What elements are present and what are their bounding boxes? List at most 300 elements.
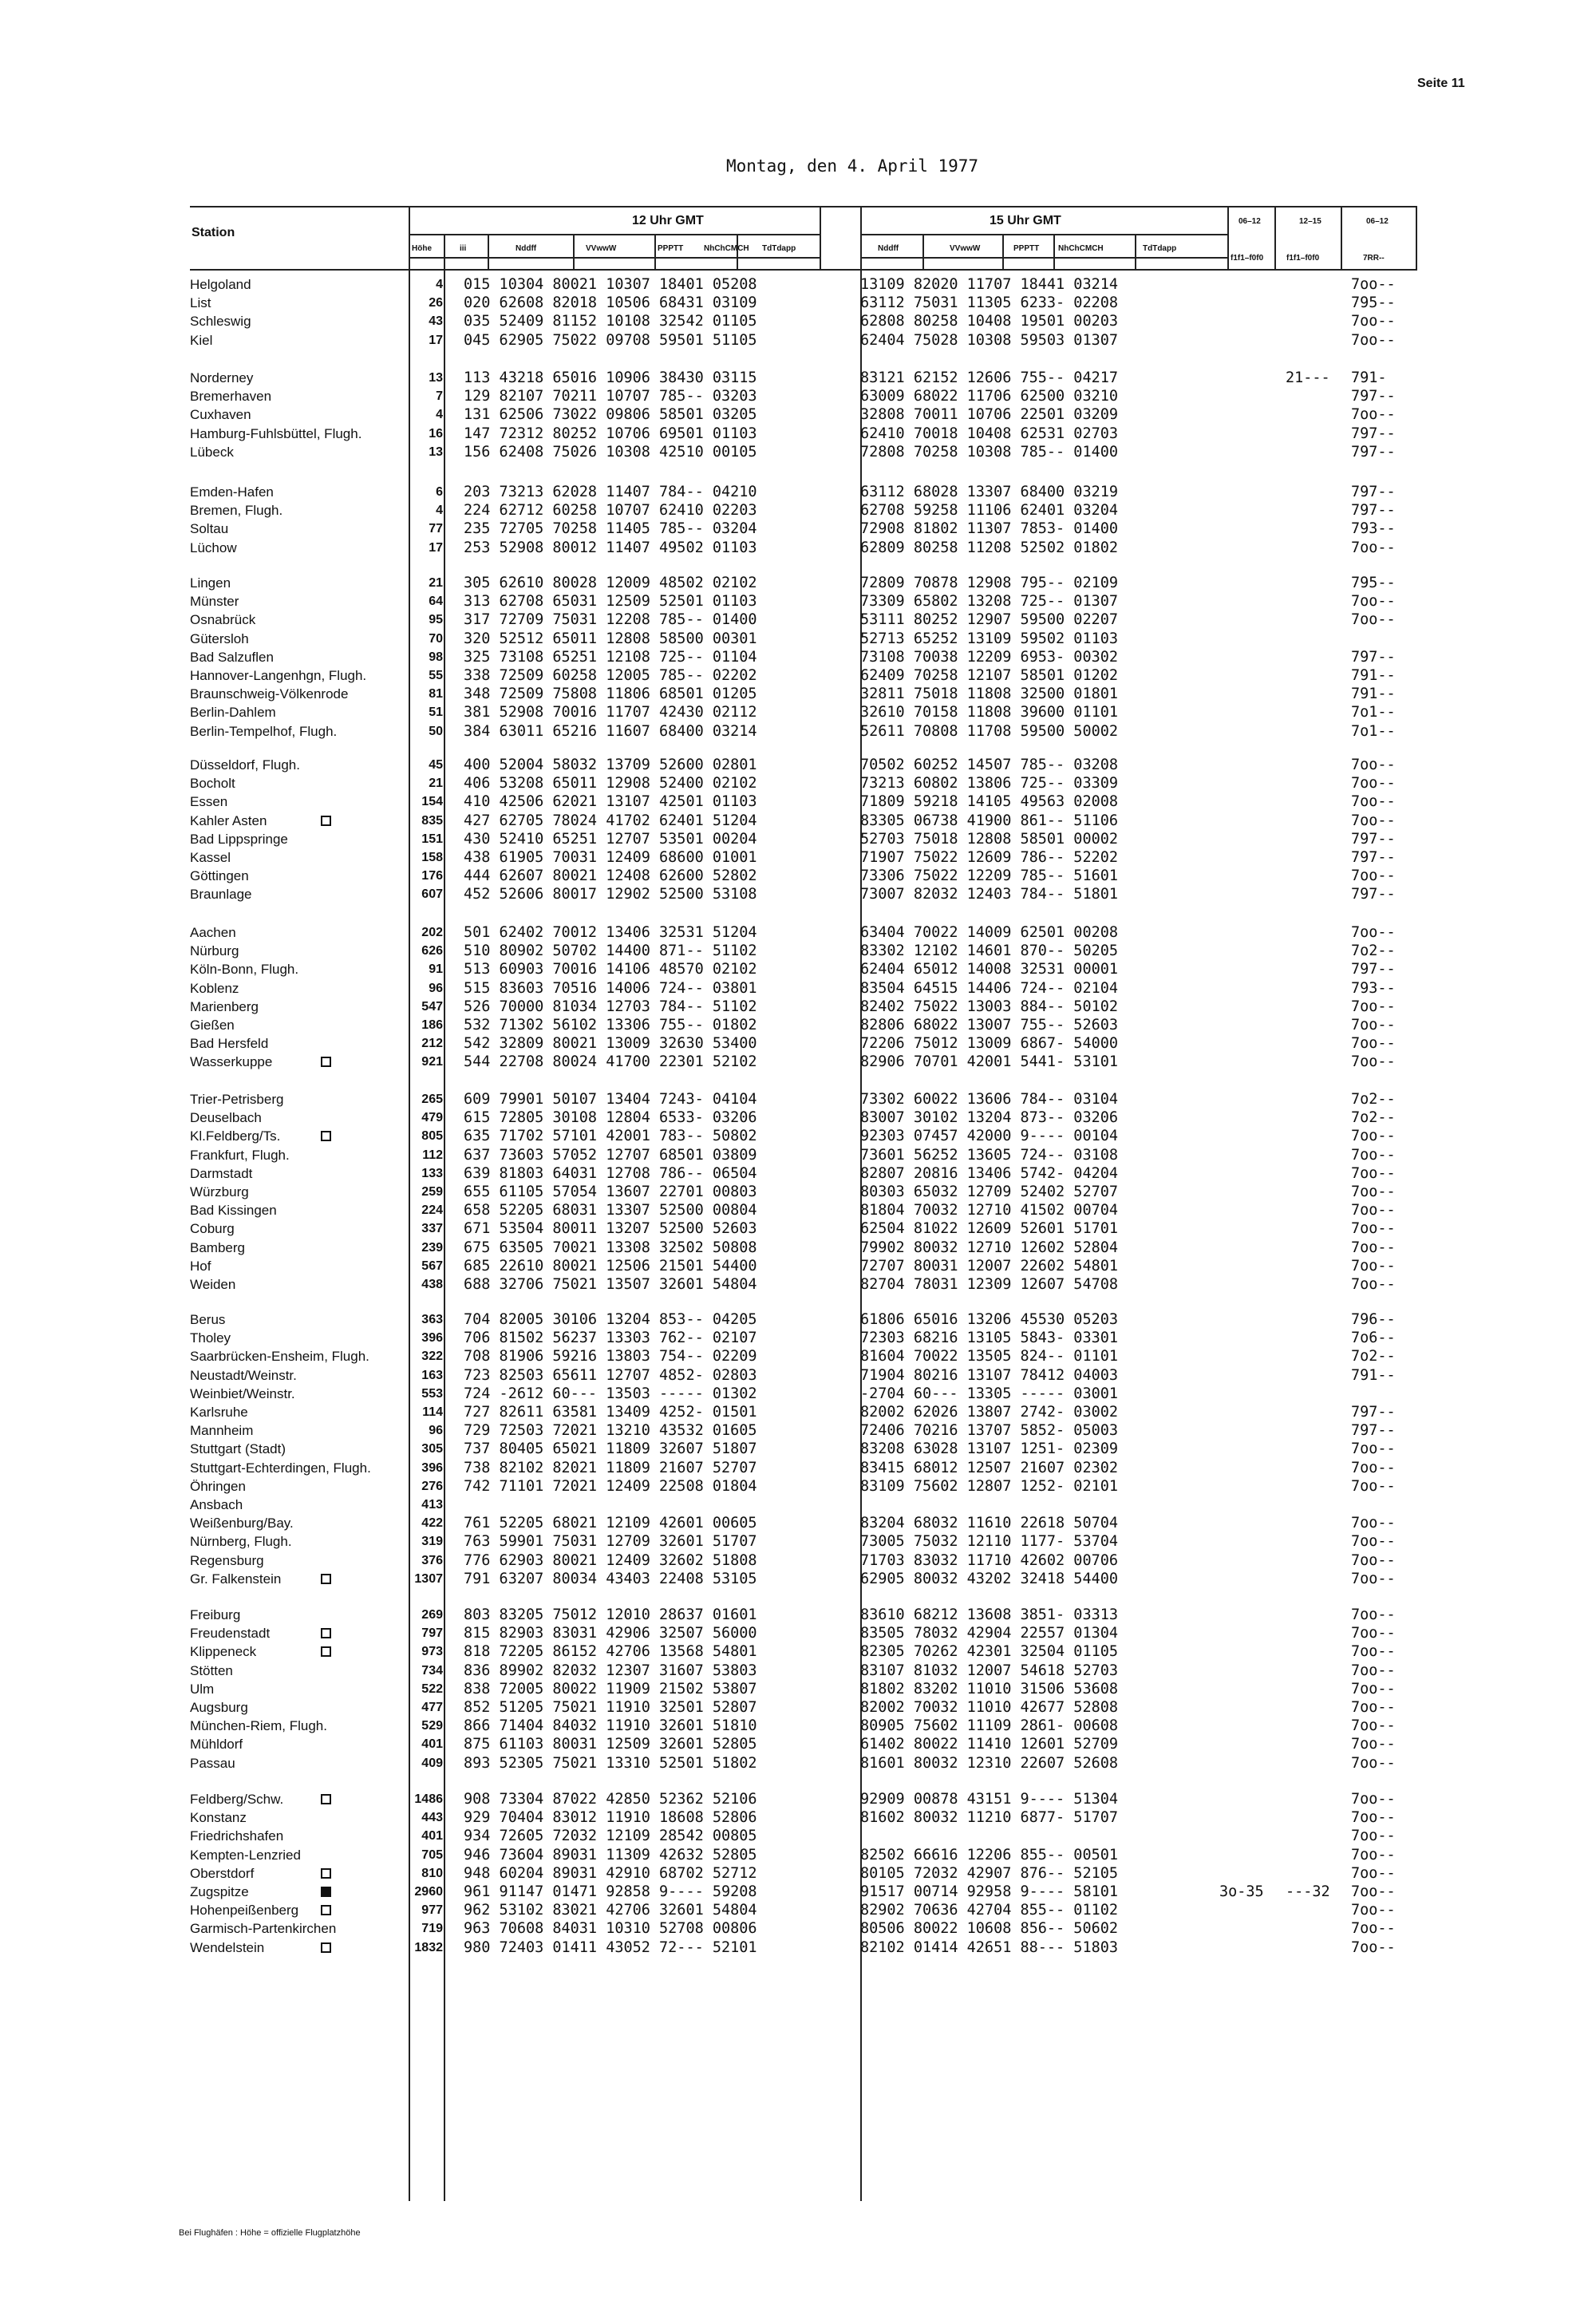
station-name: Weißenburg/Bay. bbox=[190, 1516, 294, 1531]
obs-15-utc: 62809 80258 11208 52502 01802 bbox=[860, 539, 1119, 556]
header-15-nhch: NhChCMCH bbox=[1058, 244, 1104, 253]
extra-7rr: 7oo-- bbox=[1351, 924, 1396, 941]
station-name: Karlsruhe bbox=[190, 1405, 248, 1420]
obs-12-utc: 320 52512 65011 12808 58500 00301 bbox=[464, 630, 757, 647]
extra-7rr: 7o1-- bbox=[1351, 704, 1396, 721]
station-height: 21 bbox=[429, 777, 443, 791]
rule-15-right bbox=[1227, 206, 1229, 269]
extra-7rr: 7oo-- bbox=[1351, 1164, 1396, 1182]
obs-15-utc: 81602 80032 11210 6877- 51707 bbox=[860, 1809, 1119, 1827]
station-height: 98 bbox=[429, 650, 443, 664]
extra-7rr: 7oo-- bbox=[1351, 812, 1396, 829]
obs-15-utc: 83302 12102 14601 870-- 50205 bbox=[860, 943, 1119, 960]
obs-12-utc: 635 71702 57101 42001 783-- 50802 bbox=[464, 1128, 757, 1145]
station-height: 401 bbox=[421, 1829, 443, 1844]
extra-7rr: 7oo-- bbox=[1351, 1809, 1396, 1827]
obs-12-utc: 836 89902 82032 12307 31607 53803 bbox=[464, 1662, 757, 1679]
extra-7rr: 7oo-- bbox=[1351, 331, 1396, 349]
obs-12-utc: 761 52205 68021 12109 42601 00605 bbox=[464, 1515, 757, 1532]
obs-12-utc: 526 70000 81034 12703 784-- 51102 bbox=[464, 998, 757, 1015]
extra-7rr: 797-- bbox=[1351, 830, 1396, 848]
extra-7rr: 7oo-- bbox=[1351, 611, 1396, 629]
rule-extra-b bbox=[1341, 206, 1342, 269]
station-height: 322 bbox=[421, 1350, 443, 1364]
station-height: 977 bbox=[421, 1903, 443, 1918]
extra-7rr: 797-- bbox=[1351, 1404, 1396, 1421]
station-height: 239 bbox=[421, 1240, 443, 1255]
station-name: Düsseldorf, Flugh. bbox=[190, 757, 300, 773]
station-height: 835 bbox=[421, 813, 443, 828]
station-name: Lübeck bbox=[190, 444, 234, 460]
obs-12-utc: 675 63505 70021 13308 32502 50808 bbox=[464, 1239, 757, 1256]
obs-12-utc: 875 61103 80031 12509 32601 52805 bbox=[464, 1736, 757, 1753]
obs-15-utc: 92909 00878 43151 9---- 51304 bbox=[860, 1791, 1119, 1808]
obs-12-utc: 908 73304 87022 42850 52362 52106 bbox=[464, 1791, 757, 1808]
station-name: Berlin-Dahlem bbox=[190, 705, 276, 721]
station-height: 81 bbox=[429, 687, 443, 701]
obs-15-utc: 73007 82032 12403 784-- 51801 bbox=[860, 886, 1119, 903]
rule-extra-a bbox=[1274, 206, 1276, 269]
station-height: 1832 bbox=[414, 1940, 443, 1954]
extra-7rr: 7oo-- bbox=[1351, 1920, 1396, 1938]
station-name: Braunlage bbox=[190, 887, 252, 903]
extra-7rr: 7oo-- bbox=[1351, 1146, 1396, 1164]
header-rule-15 bbox=[860, 234, 1227, 235]
obs-15-utc: 82502 66616 12206 855-- 00501 bbox=[860, 1846, 1119, 1863]
obs-15-utc: 83121 62152 12606 755-- 04217 bbox=[860, 370, 1119, 386]
extra-12-15: ---32 bbox=[1286, 1883, 1330, 1900]
station-height: 154 bbox=[421, 795, 443, 809]
station-name: Cuxhaven bbox=[190, 407, 251, 423]
station-name: Bad Lippspringe bbox=[190, 831, 288, 847]
obs-12-utc: 020 62608 82018 10506 68431 03109 bbox=[464, 294, 757, 312]
obs-12-utc: 776 62903 80021 12409 32602 51808 bbox=[464, 1551, 757, 1569]
extra-7rr: 7oo-- bbox=[1351, 1276, 1396, 1293]
station-name: Frankfurt, Flugh. bbox=[190, 1147, 290, 1163]
extra-7rr: 7oo-- bbox=[1351, 1515, 1396, 1532]
obs-12-utc: 045 62905 75022 09708 59501 51105 bbox=[464, 331, 757, 349]
header-12-tdtd: TdTdapp bbox=[762, 244, 796, 253]
obs-15-utc: 73306 75022 12209 785-- 51601 bbox=[860, 867, 1119, 885]
extra-7rr: 7oo-- bbox=[1351, 1754, 1396, 1772]
extra-7rr: 7oo-- bbox=[1351, 1662, 1396, 1679]
extra-7rr: 791-- bbox=[1351, 667, 1396, 684]
extra-7rr: 7oo-- bbox=[1351, 1017, 1396, 1033]
extra-7rr: 793-- bbox=[1351, 520, 1396, 538]
obs-12-utc: 742 71101 72021 12409 22508 01804 bbox=[464, 1477, 757, 1495]
station-height: 1486 bbox=[414, 1792, 443, 1806]
extra-7rr: 7oo-- bbox=[1351, 1791, 1396, 1808]
obs-12-utc: 738 82102 82021 11809 21607 52707 bbox=[464, 1459, 757, 1476]
station-name: Coburg bbox=[190, 1221, 235, 1237]
obs-12-utc: 410 42506 62021 13107 42501 01103 bbox=[464, 793, 757, 811]
station-name: Gießen bbox=[190, 1018, 235, 1033]
obs-12-utc: 723 82503 65611 12707 4852- 02803 bbox=[464, 1366, 757, 1384]
extra-7rr: 797-- bbox=[1351, 484, 1396, 500]
obs-12-utc: 615 72805 30108 12804 6533- 03206 bbox=[464, 1109, 757, 1127]
station-height: 547 bbox=[421, 999, 443, 1014]
extra-7rr: 795-- bbox=[1351, 294, 1396, 312]
station-height: 553 bbox=[421, 1386, 443, 1401]
obs-12-utc: 724 -2612 60--- 13503 ----- 01302 bbox=[464, 1385, 757, 1402]
station-height: 413 bbox=[421, 1498, 443, 1512]
rule-15-c1 bbox=[922, 234, 924, 269]
obs-15-utc: 82305 70262 42301 32504 01105 bbox=[860, 1643, 1119, 1661]
obs-12-utc: 384 63011 65216 11607 68400 03214 bbox=[464, 722, 757, 740]
extra-7rr: 7oo-- bbox=[1351, 1128, 1396, 1145]
obs-12-utc: 639 81803 64031 12708 786-- 06504 bbox=[464, 1164, 757, 1182]
extra-7rr: 7oo-- bbox=[1351, 757, 1396, 773]
station-name: Zugspitze bbox=[190, 1884, 249, 1899]
station-height: 265 bbox=[421, 1093, 443, 1106]
obs-15-utc: 72206 75012 13009 6867- 54000 bbox=[860, 1035, 1119, 1053]
open-square-marker bbox=[321, 1905, 331, 1915]
obs-12-utc: 706 81502 56237 13303 762-- 02107 bbox=[464, 1330, 757, 1347]
station-height: 567 bbox=[421, 1259, 443, 1273]
extra-12-15: 21--- bbox=[1286, 370, 1330, 386]
rule-15-c3 bbox=[1053, 234, 1055, 269]
station-height: 4 bbox=[436, 504, 443, 518]
station-height: 6 bbox=[436, 485, 443, 499]
station-height: 422 bbox=[421, 1516, 443, 1531]
station-name: Tholey bbox=[190, 1330, 231, 1346]
station-height: 13 bbox=[429, 445, 443, 459]
station-height: 626 bbox=[421, 944, 443, 958]
station-name: Berlin-Tempelhof, Flugh. bbox=[190, 723, 338, 739]
header-rule-12b bbox=[409, 257, 820, 259]
obs-15-utc: 79902 80032 12710 12602 52804 bbox=[860, 1239, 1119, 1256]
extra-7rr: 7oo-- bbox=[1351, 406, 1396, 424]
station-name: Soltau bbox=[190, 521, 229, 537]
station-height: 163 bbox=[421, 1368, 443, 1382]
obs-15-utc: 83505 78032 42904 22557 01304 bbox=[860, 1625, 1119, 1642]
extra-7rr: 7oo-- bbox=[1351, 539, 1396, 556]
obs-15-utc: 83107 81032 12007 54618 52703 bbox=[860, 1662, 1119, 1679]
obs-15-utc: 62404 75028 10308 59503 01307 bbox=[860, 331, 1119, 349]
station-name: Aachen bbox=[190, 925, 236, 940]
header-12-uhr: 12 Uhr GMT bbox=[632, 214, 704, 227]
obs-15-utc: 53111 80252 12907 59500 02207 bbox=[860, 611, 1119, 629]
obs-12-utc: 325 73108 65251 12108 725-- 01104 bbox=[464, 648, 757, 666]
station-name: Kl.Feldberg/Ts. bbox=[190, 1128, 281, 1144]
obs-12-utc: 305 62610 80028 12009 48502 02102 bbox=[464, 575, 757, 591]
obs-15-utc: 83610 68212 13608 3851- 03313 bbox=[860, 1606, 1119, 1623]
extra-7rr: 797-- bbox=[1351, 443, 1396, 460]
extra-7rr: 797-- bbox=[1351, 849, 1396, 866]
extra-7rr: 7oo-- bbox=[1351, 1643, 1396, 1661]
obs-12-utc: 406 53208 65011 12908 52400 02102 bbox=[464, 775, 757, 792]
station-height: 973 bbox=[421, 1645, 443, 1659]
obs-12-utc: 815 82903 83031 42906 32507 56000 bbox=[464, 1625, 757, 1642]
filled-square-marker bbox=[321, 1887, 331, 1897]
obs-15-utc: 83504 64515 14406 724-- 02104 bbox=[860, 979, 1119, 997]
obs-12-utc: 035 52409 81152 10108 32542 01105 bbox=[464, 313, 757, 330]
station-name: Garmisch-Partenkirchen bbox=[190, 1921, 337, 1937]
header-rule-15b bbox=[860, 257, 1227, 259]
station-height: 305 bbox=[421, 1442, 443, 1456]
station-height: 401 bbox=[421, 1737, 443, 1752]
station-name: Darmstadt bbox=[190, 1165, 253, 1181]
obs-12-utc: 513 60903 70016 14106 48570 02102 bbox=[464, 961, 757, 978]
obs-15-utc: 73213 60802 13806 725-- 03309 bbox=[860, 775, 1119, 792]
station-height: 259 bbox=[421, 1185, 443, 1199]
obs-12-utc: 400 52004 58032 13709 52600 02801 bbox=[464, 757, 757, 773]
extra-7rr: 7oo-- bbox=[1351, 1257, 1396, 1275]
station-height: 705 bbox=[421, 1848, 443, 1862]
obs-12-utc: 655 61105 57054 13607 22701 00803 bbox=[464, 1184, 757, 1200]
extra-7rr: 7oo-- bbox=[1351, 1533, 1396, 1551]
extra-7rr: 797-- bbox=[1351, 502, 1396, 520]
obs-15-utc: 82002 70032 11010 42677 52808 bbox=[860, 1699, 1119, 1716]
station-name: List bbox=[190, 295, 211, 311]
station-name: Neustadt/Weinstr. bbox=[190, 1367, 297, 1383]
station-name: Schleswig bbox=[190, 314, 251, 330]
station-name: Saarbrücken-Ensheim, Flugh. bbox=[190, 1349, 369, 1365]
obs-15-utc: 63404 70022 14009 62501 00208 bbox=[860, 924, 1119, 941]
obs-15-utc: 71703 83032 11710 42602 00706 bbox=[860, 1551, 1119, 1569]
station-name: Freudenstadt bbox=[190, 1626, 271, 1642]
extra-7rr: 797-- bbox=[1351, 961, 1396, 978]
station-name: Nürburg bbox=[190, 943, 239, 959]
extra-7rr: 791-- bbox=[1351, 1366, 1396, 1384]
station-height: 91 bbox=[429, 962, 443, 977]
station-name: Hamburg-Fuhlsbüttel, Flugh. bbox=[190, 425, 362, 441]
station-name: Klippeneck bbox=[190, 1644, 257, 1660]
station-height: 921 bbox=[421, 1055, 443, 1069]
extra-7rr: 7oo-- bbox=[1351, 1625, 1396, 1642]
station-height: 176 bbox=[421, 869, 443, 883]
station-height: 45 bbox=[429, 758, 443, 772]
header-extra-bot-3: 7RR-- bbox=[1363, 254, 1385, 263]
station-height: 17 bbox=[429, 540, 443, 555]
station-name: Feldberg/Schw. bbox=[190, 1792, 284, 1807]
station-name: Osnabrück bbox=[190, 612, 256, 628]
obs-15-utc: 62808 80258 10408 19501 00203 bbox=[860, 313, 1119, 330]
obs-15-utc: 83208 63028 13107 1251- 02309 bbox=[860, 1440, 1119, 1458]
obs-12-utc: 381 52908 70016 11707 42430 02112 bbox=[464, 704, 757, 721]
obs-12-utc: 253 52908 80012 11407 49502 01103 bbox=[464, 539, 757, 556]
obs-15-utc: 81604 70022 13505 824-- 01101 bbox=[860, 1348, 1119, 1365]
obs-15-utc: 32610 70158 11808 39600 01101 bbox=[860, 704, 1119, 721]
extra-7rr: 7oo-- bbox=[1351, 1459, 1396, 1476]
station-height: 810 bbox=[421, 1866, 443, 1880]
obs-12-utc: 671 53504 80011 13207 52500 52603 bbox=[464, 1220, 757, 1238]
extra-7rr: 7oo-- bbox=[1351, 1239, 1396, 1256]
obs-15-utc: 72808 70258 10308 785-- 01400 bbox=[860, 443, 1119, 460]
station-name: Bocholt bbox=[190, 776, 235, 792]
obs-12-utc: 129 82107 70211 10707 785-- 03203 bbox=[464, 388, 757, 405]
obs-12-utc: 838 72005 80022 11909 21502 53807 bbox=[464, 1680, 757, 1697]
station-name: Stuttgart-Echterdingen, Flugh. bbox=[190, 1460, 371, 1476]
extra-7rr: 797-- bbox=[1351, 648, 1396, 666]
station-name: Hof bbox=[190, 1258, 211, 1274]
obs-15-utc: 71809 59218 14105 49563 02008 bbox=[860, 793, 1119, 811]
header-12-nhch: NhChCMCH bbox=[704, 244, 749, 253]
obs-15-utc: 61806 65016 13206 45530 05203 bbox=[860, 1311, 1119, 1328]
extra-7rr: 7oo-- bbox=[1351, 1883, 1396, 1900]
station-height: 529 bbox=[421, 1719, 443, 1733]
rule-12-c1 bbox=[488, 234, 489, 269]
obs-12-utc: 444 62607 80021 12408 62600 52802 bbox=[464, 867, 757, 885]
station-name: Friedrichshafen bbox=[190, 1828, 284, 1844]
station-height: 96 bbox=[429, 1424, 443, 1438]
footnote: Bei Flughäfen : Höhe = offizielle Flugplatzhöhe bbox=[179, 2228, 361, 2238]
obs-15-utc: 62905 80032 43202 32418 54400 bbox=[860, 1570, 1119, 1587]
obs-12-utc: 113 43218 65016 10906 38430 03115 bbox=[464, 370, 757, 386]
station-name: Stuttgart (Stadt) bbox=[190, 1441, 286, 1457]
station-height: 70 bbox=[429, 631, 443, 646]
station-height: 13 bbox=[429, 371, 443, 385]
header-extra-top-2: 12–15 bbox=[1299, 217, 1321, 226]
station-height: 443 bbox=[421, 1811, 443, 1825]
obs-15-utc: 72809 70878 12908 795-- 02109 bbox=[860, 575, 1119, 591]
obs-15-utc: 82902 70636 42704 855-- 01102 bbox=[860, 1902, 1119, 1919]
obs-15-utc: 62409 70258 12107 58501 01202 bbox=[860, 667, 1119, 684]
obs-12-utc: 224 62712 60258 10707 62410 02203 bbox=[464, 502, 757, 520]
obs-15-utc: 73601 56252 13605 724-- 03108 bbox=[860, 1146, 1119, 1164]
header-15-nddff: Nddff bbox=[878, 244, 899, 253]
header-bottom-rule bbox=[190, 269, 1417, 271]
obs-15-utc: 32808 70011 10706 22501 03209 bbox=[860, 406, 1119, 424]
open-square-marker bbox=[321, 1868, 331, 1879]
station-height: 77 bbox=[429, 522, 443, 536]
obs-12-utc: 542 32809 80021 13009 32630 53400 bbox=[464, 1035, 757, 1053]
station-name: Münster bbox=[190, 594, 239, 610]
rule-extra-c bbox=[1416, 206, 1417, 269]
station-name: Göttingen bbox=[190, 868, 249, 884]
obs-12-utc: 980 72403 01411 43052 72--- 52101 bbox=[464, 1938, 757, 1956]
obs-15-utc: 13109 82020 11707 18441 03214 bbox=[860, 276, 1119, 293]
obs-15-utc: 83204 68032 11610 22618 50704 bbox=[860, 1515, 1119, 1532]
station-height: 202 bbox=[421, 926, 443, 939]
station-name: Ulm bbox=[190, 1681, 215, 1697]
station-name: Lingen bbox=[190, 575, 231, 591]
station-height: 4 bbox=[436, 278, 443, 291]
obs-15-utc: 73005 75032 12110 1177- 53704 bbox=[860, 1533, 1119, 1551]
station-height: 95 bbox=[429, 613, 443, 627]
rule-15-c4 bbox=[1135, 234, 1136, 269]
obs-12-utc: 338 72509 60258 12005 785-- 02202 bbox=[464, 667, 757, 684]
station-name: Regensburg bbox=[190, 1552, 264, 1568]
station-name: Kiel bbox=[190, 332, 213, 348]
station-height: 805 bbox=[421, 1129, 443, 1144]
station-height: 376 bbox=[421, 1553, 443, 1567]
header-15-tdtd: TdTdapp bbox=[1143, 244, 1177, 253]
station-name: Passau bbox=[190, 1755, 235, 1771]
extra-7rr: 7oo-- bbox=[1351, 1053, 1396, 1071]
station-height: 26 bbox=[429, 296, 443, 310]
header-hoehe: Höhe bbox=[412, 244, 432, 253]
extra-7rr: 791-- bbox=[1351, 686, 1396, 703]
station-height: 734 bbox=[421, 1663, 443, 1678]
extra-7rr: 7oo-- bbox=[1351, 1440, 1396, 1458]
obs-12-utc: 015 10304 80021 10307 18401 05208 bbox=[464, 276, 757, 293]
obs-15-utc: 52713 65252 13109 59502 01103 bbox=[860, 630, 1119, 647]
station-height: 17 bbox=[429, 333, 443, 347]
obs-12-utc: 501 62402 70012 13406 32531 51204 bbox=[464, 924, 757, 941]
obs-15-utc: 80105 72032 42907 876-- 52105 bbox=[860, 1864, 1119, 1882]
obs-15-utc: 71904 80216 13107 78412 04003 bbox=[860, 1366, 1119, 1384]
obs-12-utc: 763 59901 75031 12709 32601 51707 bbox=[464, 1533, 757, 1551]
extra-7rr: 7oo-- bbox=[1351, 867, 1396, 885]
station-name: Mühldorf bbox=[190, 1737, 243, 1753]
obs-15-utc: 82806 68022 13007 755-- 52603 bbox=[860, 1017, 1119, 1033]
station-height: 477 bbox=[421, 1701, 443, 1714]
obs-12-utc: 609 79901 50107 13404 7243- 04104 bbox=[464, 1091, 757, 1108]
station-name: Braunschweig-Völkenrode bbox=[190, 686, 349, 702]
open-square-marker bbox=[321, 816, 331, 826]
rule-hoehe-right bbox=[444, 234, 445, 2201]
station-name: Würzburg bbox=[190, 1184, 249, 1199]
extra-7rr: 7oo-- bbox=[1351, 1846, 1396, 1863]
extra-7rr: 7oo-- bbox=[1351, 1828, 1396, 1845]
station-height: 4 bbox=[436, 408, 443, 422]
station-name: Bamberg bbox=[190, 1239, 245, 1255]
obs-15-utc: 80506 80022 10608 856-- 50602 bbox=[860, 1920, 1119, 1938]
obs-12-utc: 685 22610 80021 12506 21501 54400 bbox=[464, 1257, 757, 1275]
open-square-marker bbox=[321, 1646, 331, 1657]
station-name: Essen bbox=[190, 794, 228, 810]
obs-15-utc: 82102 01414 42651 88--- 51803 bbox=[860, 1938, 1119, 1956]
station-name: Berus bbox=[190, 1312, 226, 1327]
station-name: Konstanz bbox=[190, 1810, 247, 1826]
obs-15-utc: 80905 75602 11109 2861- 00608 bbox=[860, 1717, 1119, 1735]
header-12-nddff: Nddff bbox=[516, 244, 537, 253]
extra-7rr: 7oo-- bbox=[1351, 276, 1396, 293]
station-height: 337 bbox=[421, 1222, 443, 1236]
header-top-rule bbox=[190, 206, 1417, 207]
station-name: Oberstdorf bbox=[190, 1865, 255, 1881]
obs-15-utc: 63009 68022 11706 62500 03210 bbox=[860, 388, 1119, 405]
extra-7rr: 7oo-- bbox=[1351, 998, 1396, 1015]
obs-12-utc: 929 70404 83012 11910 18608 52806 bbox=[464, 1809, 757, 1827]
obs-15-utc: 72707 80031 12007 22602 54801 bbox=[860, 1257, 1119, 1275]
extra-7rr: 7oo-- bbox=[1351, 1477, 1396, 1495]
station-name: Wendelstein bbox=[190, 1939, 265, 1955]
station-height: 96 bbox=[429, 981, 443, 995]
station-height: 2960 bbox=[414, 1885, 443, 1899]
station-height: 224 bbox=[421, 1203, 443, 1218]
obs-12-utc: 961 91147 01471 92858 9---- 59208 bbox=[464, 1883, 757, 1900]
extra-7rr: 7o2-- bbox=[1351, 1109, 1396, 1127]
rule-12-right bbox=[820, 206, 821, 269]
station-name: Bad Salzuflen bbox=[190, 649, 274, 665]
extra-7rr: 796-- bbox=[1351, 1311, 1396, 1328]
extra-7rr: 7oo-- bbox=[1351, 1736, 1396, 1753]
obs-15-utc: 63112 68028 13307 68400 03219 bbox=[860, 484, 1119, 500]
open-square-marker bbox=[321, 1574, 331, 1584]
header-12-vvwww: VVwwW bbox=[586, 244, 617, 253]
extra-7rr: 7oo-- bbox=[1351, 1551, 1396, 1569]
station-height: 409 bbox=[421, 1756, 443, 1770]
station-name: Trier-Petrisberg bbox=[190, 1092, 284, 1107]
station-height: 719 bbox=[421, 1922, 443, 1936]
obs-12-utc: 430 52410 65251 12707 53501 00204 bbox=[464, 830, 757, 848]
station-name: Ansbach bbox=[190, 1497, 243, 1512]
obs-12-utc: 131 62506 73022 09806 58501 03205 bbox=[464, 406, 757, 424]
obs-15-utc: 83007 30102 13204 873-- 03206 bbox=[860, 1109, 1119, 1127]
obs-15-utc: 63112 75031 11305 6233- 02208 bbox=[860, 294, 1119, 312]
extra-7rr: 7oo-- bbox=[1351, 1938, 1396, 1956]
page-number: Seite 11 bbox=[1417, 77, 1465, 90]
open-square-marker bbox=[321, 1057, 331, 1067]
extra-7rr: 7oo-- bbox=[1351, 1717, 1396, 1735]
station-height: 319 bbox=[421, 1535, 443, 1549]
open-square-marker bbox=[321, 1942, 331, 1953]
obs-12-utc: 510 80902 50702 14400 871-- 51102 bbox=[464, 943, 757, 960]
station-height: 64 bbox=[429, 595, 443, 609]
obs-15-utc: 82807 20816 13406 5742- 04204 bbox=[860, 1164, 1119, 1182]
